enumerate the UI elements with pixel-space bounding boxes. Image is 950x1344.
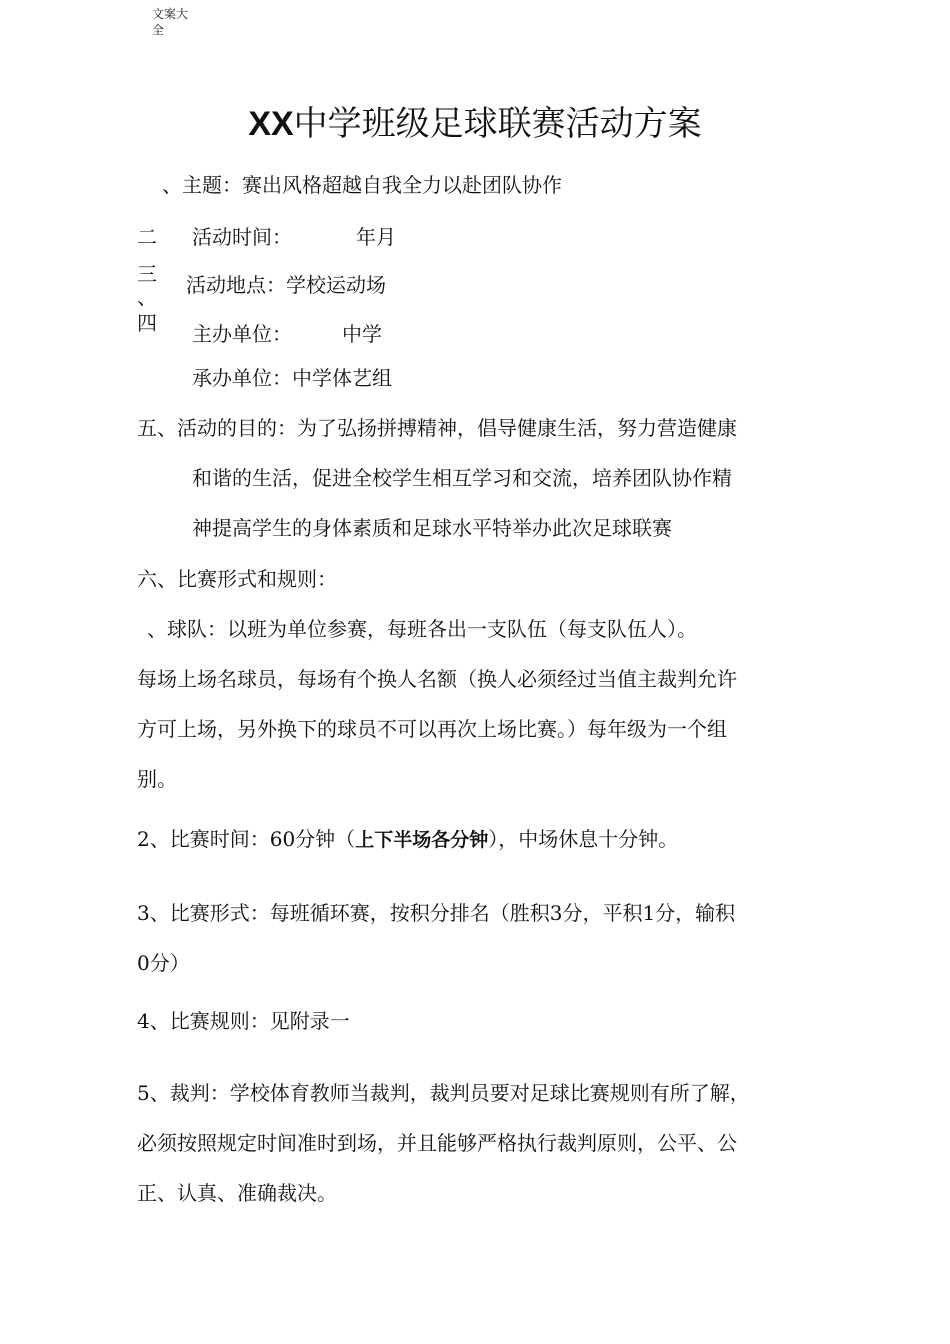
page-header bbox=[152, 6, 204, 38]
title-prefix: XX bbox=[248, 105, 294, 143]
section-number-3-comma: 、 bbox=[137, 285, 157, 309]
organizer-value: 中学 bbox=[342, 322, 382, 346]
match-time-post: ），中场休息十分钟。 bbox=[488, 827, 679, 851]
team-line-3: 方可上场，另外换下的球员不可以再次上场比赛。）每年级为一个组 bbox=[137, 717, 727, 741]
team-line-1: 、球队：以班为单位参赛，每班各出一支队伍（每支队伍人）。 bbox=[147, 617, 697, 641]
referee-line-3: 正、认真、准确裁决。 bbox=[137, 1181, 337, 1205]
section-number-2: 二 bbox=[137, 225, 157, 249]
place-label: 活动地点：学校运动场 bbox=[186, 273, 386, 297]
match-rules: 4、比赛规则：见附录一 bbox=[137, 1009, 350, 1033]
co-organizer: 承办单位：中学体艺组 bbox=[192, 366, 392, 390]
purpose-line-1: 五、活动的目的：为了弘扬拼搏精神，倡导健康生活，努力营造健康 bbox=[137, 416, 737, 440]
match-time-bold: 上下半场各分钟 bbox=[355, 829, 489, 851]
match-format-line-2: 0分） bbox=[137, 951, 190, 975]
header-line-2: 全 bbox=[152, 23, 165, 37]
referee-line-2: 必须按照规定时间准时到场，并且能够严格执行裁判原则，公平、公 bbox=[137, 1131, 737, 1155]
match-time bbox=[137, 826, 678, 853]
title-text: 中学班级足球联赛活动方案 bbox=[293, 104, 702, 144]
team-line-4: 别。 bbox=[137, 767, 177, 791]
referee-line-1: 5、裁判：学校体育教师当裁判，裁判员要对足球比赛规则有所了解， bbox=[137, 1081, 750, 1105]
match-time-pre: 2、比赛时间：60分钟（ bbox=[137, 827, 356, 851]
match-format-line-1: 3、比赛形式：每班循环赛，按积分排名（胜积3分，平积1分，输积 bbox=[137, 901, 736, 925]
section-number-4: 四 bbox=[137, 311, 157, 335]
section-theme: 、主题：赛出风格超越自我全力以赴团队协作 bbox=[162, 173, 562, 197]
purpose-line-2: 和谐的生活，促进全校学生相互学习和交流，培养团队协作精 bbox=[192, 466, 732, 490]
organizer-label: 主办单位： bbox=[192, 322, 292, 346]
document-title bbox=[0, 102, 950, 146]
section-number-3: 三 bbox=[137, 262, 157, 286]
time-value: 年月 bbox=[356, 225, 396, 249]
team-line-2: 每场上场名球员，每场有个换人名额（换人必须经过当值主裁判允许 bbox=[137, 667, 737, 691]
rules-heading: 六、比赛形式和规则： bbox=[137, 567, 337, 591]
time-label: 活动时间： bbox=[192, 225, 292, 249]
header-line-1: 文案大 bbox=[152, 7, 189, 21]
purpose-line-3: 神提高学生的身体素质和足球水平特举办此次足球联赛 bbox=[192, 516, 672, 540]
